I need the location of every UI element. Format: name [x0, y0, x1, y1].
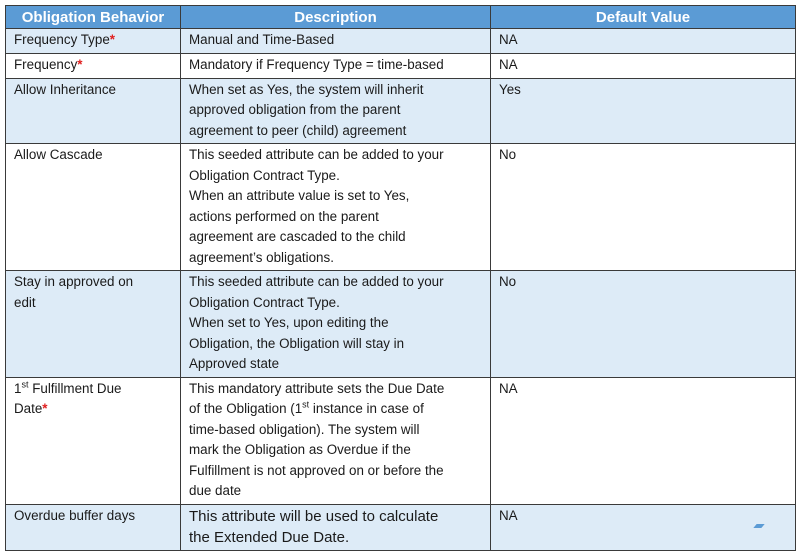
- description-line: When an attribute value is set to Yes,: [189, 188, 410, 203]
- table-header-row: [6, 6, 796, 29]
- description-cell: [181, 53, 491, 78]
- description-cell: [181, 271, 491, 378]
- description-line: Obligation Contract Type.: [189, 167, 340, 183]
- description-line: approved obligation from the parent: [189, 102, 401, 117]
- description-cell: [181, 144, 491, 271]
- description-line: This seeded attribute can be added to your: [189, 147, 444, 162]
- description-cell: [181, 504, 491, 550]
- behavior-cell: [6, 53, 181, 78]
- table-row: [6, 271, 796, 378]
- description-line: agreement to peer (child) agreement: [189, 122, 407, 138]
- description-text: instance in case of: [309, 401, 424, 416]
- description-line: [189, 399, 490, 420]
- description-line: Fulfillment is not approved on or before the: [189, 462, 444, 478]
- description-line: Obligation, the Obligation will stay in: [189, 335, 405, 351]
- table-row: [6, 377, 796, 504]
- behavior-label: [14, 399, 180, 420]
- description-line: This seeded attribute can be added to your: [189, 274, 444, 289]
- obligation-behavior-table: [5, 5, 796, 551]
- description-cell: [181, 29, 491, 54]
- description-line: mark the Obligation as Overdue if the: [189, 442, 411, 457]
- table-row: [6, 504, 796, 550]
- description-line: Approved state: [189, 356, 280, 371]
- default-value-cell: Yes: [491, 78, 796, 144]
- required-marker: *: [109, 32, 115, 47]
- default-value-cell: NA: [491, 53, 796, 78]
- behavior-cell: [6, 29, 181, 54]
- header-obligation-behavior: Obligation Behavior: [6, 6, 181, 29]
- description-line: Mandatory if Frequency Type = time-based: [189, 56, 444, 72]
- behavior-cell: [6, 271, 181, 378]
- default-value-cell: NA: [491, 29, 796, 54]
- description-line: agreement are cascaded to the child: [189, 229, 406, 244]
- default-value-cell: NA: [491, 504, 796, 550]
- table-row: [6, 144, 796, 271]
- required-marker: *: [42, 401, 48, 416]
- behavior-cell: [6, 377, 181, 504]
- behavior-cell: Overdue buffer days: [6, 504, 181, 550]
- description-cell: [181, 377, 491, 504]
- behavior-label: [14, 379, 180, 400]
- behavior-text: Fulfillment Due: [28, 380, 122, 396]
- description-line: This mandatory attribute sets the Due Date: [189, 380, 445, 396]
- description-line: Obligation Contract Type.: [189, 294, 340, 310]
- description-line: This attribute will be used to calculate: [189, 507, 439, 525]
- default-value-cell: No: [491, 144, 796, 271]
- description-line: When set to Yes, upon editing the: [189, 315, 389, 330]
- description-line: due date: [189, 483, 242, 498]
- description-line: agreement’s obligations.: [189, 249, 334, 265]
- default-value-cell: No: [491, 271, 796, 378]
- description-line: actions performed on the parent: [189, 208, 379, 224]
- ordinal-suffix: st: [21, 379, 29, 390]
- description-line: the Extended Due Date.: [189, 528, 350, 546]
- description-text: of the Obligation (1: [189, 401, 303, 416]
- description-line: time-based obligation). The system will: [189, 421, 420, 437]
- description-line: Manual and Time-Based: [189, 32, 335, 47]
- behavior-label: Frequency: [14, 56, 78, 72]
- ordinal-suffix: st: [302, 399, 310, 410]
- behavior-text: Date: [14, 401, 43, 416]
- default-value-cell: NA: [491, 377, 796, 504]
- description-line: When set as Yes, the system will inherit: [189, 81, 424, 97]
- table-row: [6, 78, 796, 144]
- behavior-ordinal: 1: [14, 380, 22, 396]
- table-row: [6, 29, 796, 54]
- behavior-label: edit: [14, 294, 36, 310]
- behavior-label: Stay in approved on: [14, 274, 134, 289]
- behavior-cell: Allow Cascade: [6, 144, 181, 271]
- table-row: [6, 53, 796, 78]
- behavior-label: Frequency Type: [14, 32, 110, 47]
- required-marker: *: [77, 56, 83, 72]
- header-default-value: Default Value: [491, 6, 796, 29]
- header-description: Description: [181, 6, 491, 29]
- description-cell: [181, 78, 491, 144]
- behavior-cell: Allow Inheritance: [6, 78, 181, 144]
